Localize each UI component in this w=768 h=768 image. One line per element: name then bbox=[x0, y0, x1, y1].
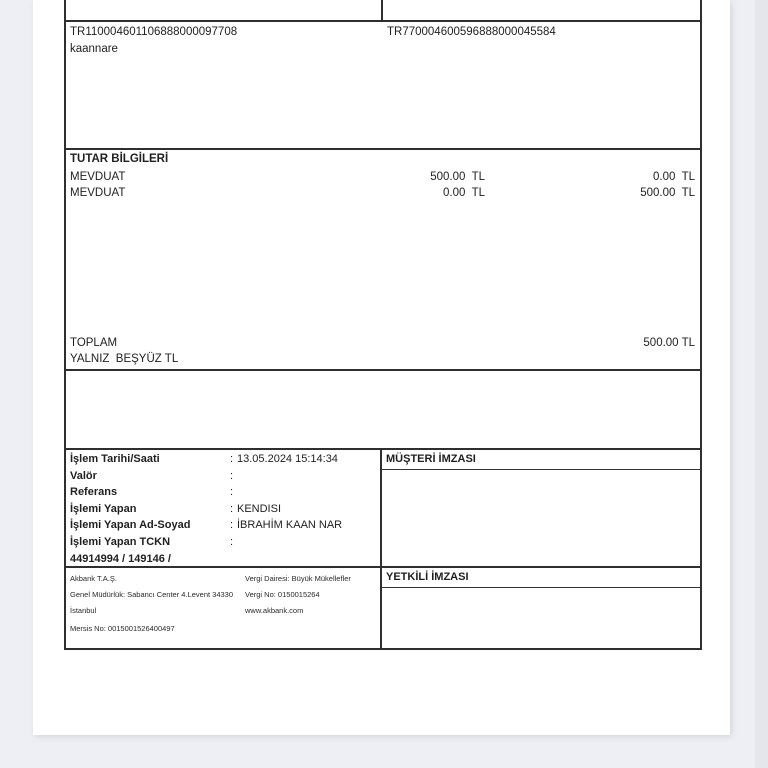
amount-row-credit: 0.00 TL bbox=[653, 171, 695, 183]
detail-separator: : bbox=[230, 469, 234, 482]
account-section bbox=[66, 22, 700, 150]
detail-row bbox=[66, 503, 380, 520]
amount-row-credit: 500.00 TL bbox=[640, 187, 695, 199]
reference-numbers: 44914994 / 149146 / bbox=[70, 553, 171, 565]
detail-label: İşlemi Yapan TCKN bbox=[70, 535, 171, 548]
detail-label: İşlemi Yapan bbox=[70, 502, 137, 515]
bank-tax-office: Vergi Dairesi: Büyük Mükellefler bbox=[245, 574, 351, 583]
detail-row bbox=[66, 470, 380, 487]
detail-label: İşlem Tarihi/Saati bbox=[70, 453, 160, 465]
customer-signature-box bbox=[382, 450, 700, 566]
footer-section bbox=[66, 568, 700, 650]
detail-separator: : bbox=[230, 453, 234, 465]
detail-separator: : bbox=[230, 486, 234, 498]
detail-separator: : bbox=[230, 535, 234, 548]
detail-value: KENDISI bbox=[237, 502, 282, 515]
amount-row bbox=[66, 187, 700, 203]
total-label: TOPLAM bbox=[70, 337, 118, 349]
bank-city: İstanbul bbox=[70, 606, 97, 615]
document-page bbox=[33, 0, 730, 735]
top-left-cell bbox=[66, 0, 383, 20]
total-value: 500.00 TL bbox=[643, 337, 695, 349]
sender-iban: TR110004601106888000097708 bbox=[70, 26, 238, 38]
detail-row bbox=[66, 536, 380, 553]
detail-row bbox=[66, 453, 380, 470]
detail-label: İşlemi Yapan Ad-Soyad bbox=[70, 519, 191, 531]
amount-in-words: YALNIZ BEŞYÜZ TL bbox=[70, 353, 179, 365]
detail-separator: : bbox=[230, 519, 234, 531]
detail-label: Referans bbox=[70, 486, 118, 498]
amount-section-title: TUTAR BİLGİLERİ bbox=[70, 153, 169, 165]
total-row bbox=[66, 337, 700, 353]
detail-row bbox=[66, 486, 380, 503]
amount-row-label: MEVDUAT bbox=[70, 187, 126, 199]
bank-address: Genel Müdürlük: Sabancı Center 4.Levent 34330 bbox=[70, 590, 234, 599]
receipt-table bbox=[64, 0, 702, 650]
scrollbar-track[interactable] bbox=[755, 0, 768, 768]
bank-info-cell bbox=[66, 568, 382, 648]
amount-row-debit: 0.00 TL bbox=[443, 187, 485, 199]
amount-row-debit: 500.00 TL bbox=[430, 171, 485, 183]
bank-website: www.akbank.com bbox=[245, 606, 304, 615]
empty-section bbox=[66, 371, 700, 450]
table-top-row bbox=[66, 0, 700, 22]
details-section bbox=[66, 450, 700, 568]
authorized-signature-label: YETKİLİ İMZASI bbox=[382, 568, 700, 588]
amount-row bbox=[66, 171, 700, 187]
authorized-signature-box bbox=[382, 568, 700, 648]
bank-name: Akbank T.A.Ş. bbox=[70, 574, 117, 583]
bank-tax-no: Vergi No: 0150015264 bbox=[245, 590, 320, 599]
customer-signature-label: MÜŞTERİ İMZASI bbox=[382, 450, 700, 470]
amount-section bbox=[66, 150, 700, 371]
detail-rows bbox=[66, 450, 380, 552]
bank-mersis-no: Mersis No: 0015001526400497 bbox=[70, 624, 175, 633]
detail-separator: : bbox=[230, 502, 234, 515]
account-holder-name: kaannare bbox=[70, 43, 118, 55]
receiver-iban: TR770004600596888000045584 bbox=[387, 26, 556, 38]
transaction-details-cell bbox=[66, 450, 382, 566]
detail-value: 13.05.2024 15:14:34 bbox=[237, 453, 338, 465]
amount-row-label: MEVDUAT bbox=[70, 171, 126, 183]
detail-value: İBRAHİM KAAN NAR bbox=[237, 519, 343, 531]
detail-label: Valör bbox=[70, 469, 97, 482]
detail-row bbox=[66, 519, 380, 536]
top-right-cell bbox=[383, 0, 700, 20]
